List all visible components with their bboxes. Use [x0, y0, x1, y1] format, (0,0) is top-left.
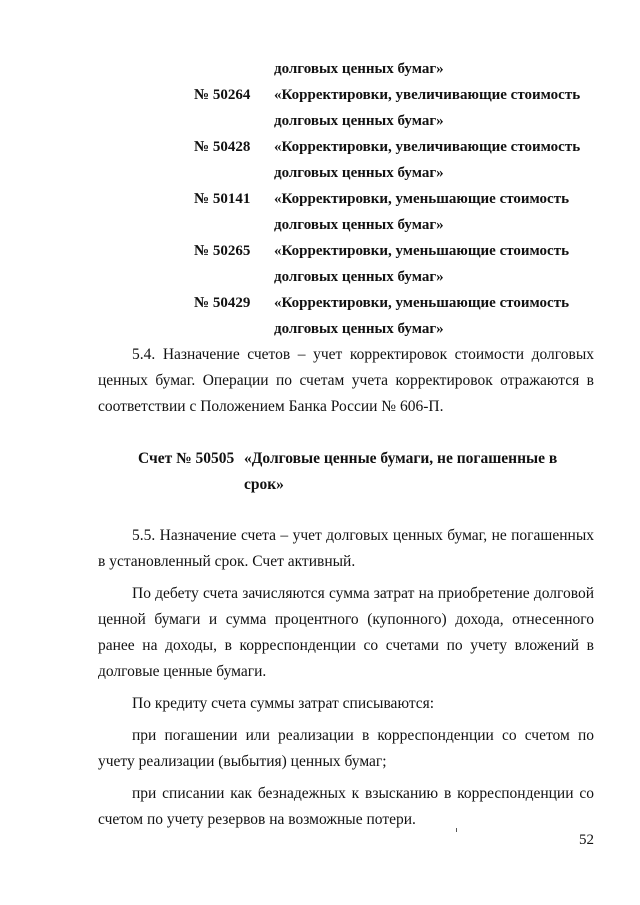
account-number: № 50428 [194, 139, 251, 155]
account-title-line2: долговых ценных бумаг» [274, 269, 444, 285]
account-title-line2: долговых ценных бумаг» [274, 113, 444, 129]
account-title-line1: «Корректировки, увеличивающие стоимость [274, 139, 581, 155]
account-number: № 50265 [194, 243, 251, 259]
account-title-line1: «Корректировки, уменьшающие стоимость [274, 191, 570, 207]
page-number: 52 [579, 832, 594, 848]
paragraph: По дебету счета зачисляются сумма затрат на приобретение долговой ценной бумаги и сумма процентного (купонного) дохода, отнесенного ранее на доходы, в корреспонденции со счетами по учету вложений в долговые ценные бумаги. [98, 585, 594, 680]
account-title-line2: долговых ценных бумаг» [274, 217, 444, 233]
scan-mark [456, 828, 457, 832]
paragraph: 5.4. Назначение счетов – учет корректировок стоимости долговых ценных бумаг. Операции по счетам учета корректировок отражаются в соответствии с Положением Банка России № 606-П. [98, 346, 594, 415]
section-5-5-body [98, 523, 594, 833]
account-title-line1: «Корректировки, уменьшающие стоимость [274, 295, 570, 311]
paragraph: при списании как безнадежных к взысканию в корреспонденции со счетом по учету резервов на возможные потери. [98, 785, 594, 828]
paragraph: По кредиту счета суммы затрат списываются: [132, 695, 435, 712]
heading-account-number: Счет № 50505 [138, 450, 235, 467]
section-5-4 [98, 342, 594, 420]
top-continuation-line: долговых ценных бумаг» [274, 61, 444, 77]
account-number: № 50264 [194, 87, 251, 103]
account-title-line2: долговых ценных бумаг» [274, 321, 444, 337]
account-number: № 50429 [194, 295, 251, 311]
paragraph: при погашении или реализации в корреспонденции со счетом по учету реализации (выбытия) ценных бумаг; [98, 727, 594, 770]
account-number: № 50141 [194, 191, 251, 207]
heading-account-title: «Долговые ценные бумаги, не погашенные в срок» [244, 450, 558, 493]
paragraph: 5.5. Назначение счета – учет долговых ценных бумаг, не погашенных в установленный срок. Счет активный. [98, 527, 594, 570]
account-title-line2: долговых ценных бумаг» [274, 165, 444, 181]
account-title-line1: «Корректировки, увеличивающие стоимость [274, 87, 581, 103]
account-title-line1: «Корректировки, уменьшающие стоимость [274, 243, 570, 259]
